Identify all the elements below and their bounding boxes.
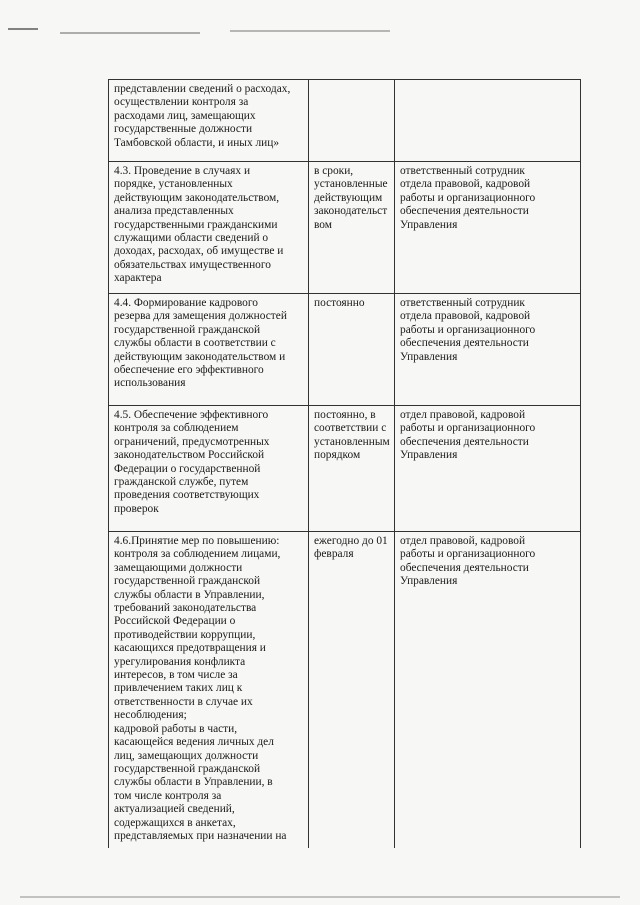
responsible-cell [395,532,581,849]
measure-cell [109,162,309,294]
table-row [109,406,581,532]
responsible-text: ответственный сотрудник отдела правовой, кадровой работы и организационного обеспечения деятельности Управления [400,165,536,231]
responsible-cell [395,294,581,406]
scan-artifact-top-left [8,28,38,30]
deadline-cell [309,162,395,294]
measure-cell [109,294,309,406]
table-row [109,294,581,406]
measure-text: 4.5. Обеспечение эффективного контроля за соблюдением ограничений, предусмотренных законодательством Российской Федерации о государственной гражданской службе, путем проведения соответствующих проверок [114,409,270,515]
scan-artifact-top-right [230,30,390,32]
measure-text: представлении сведений о расходах, осуществлении контроля за расходами лиц, замещающих государственные должности Тамбовской области, и иных лиц» [114,83,291,149]
deadline-text: в сроки, установленные действующим законодательст вом [314,165,388,231]
responsible-cell [395,406,581,532]
responsible-cell [395,162,581,294]
deadline-text: постоянно [314,297,365,309]
table-row [109,162,581,294]
responsible-text: отдел правовой, кадровой работы и организационного обеспечения деятельности Управления [400,409,536,462]
responsible-cell [395,80,581,162]
measure-cell [109,80,309,162]
measure-text: 4.3. Проведение в случаях и порядке, установленных действующим законодательством, анализа представленных государственными гражданскими служащими области сведений о доходах, расходах, об имуществе и обязательствах имущественного характера [114,165,284,285]
plan-table [108,79,581,848]
deadline-cell [309,294,395,406]
scan-artifact-bottom [20,896,620,898]
measure-cell [109,532,309,849]
table-row [109,532,581,849]
scan-artifact-top-center [60,32,200,34]
measure-text: 4.6.Принятие мер по повышению: контроля за соблюдением лицами, замещающими должности государственной гражданской службы области в Управлении, требований законодательства Российской Федерации о противодействии коррупции, касающихся предотвращения и урегулирования конфликта интересов, в том числе за привлечением таких лиц к ответственности в случае их несоблюдения; кадровой работы в части, касающейся ведения личных дел лиц, замещающих должности государственной гражданской службы области в Управлении, в том числе контроля за актуализацией сведений, содержащихся в анкетах, представляемых при назначении на [114,535,287,842]
deadline-text: постоянно, в соответствии с установленным порядком [314,409,390,462]
measure-cell [109,406,309,532]
deadline-cell [309,532,395,849]
deadline-cell [309,406,395,532]
measure-text: 4.4. Формирование кадрового резерва для замещения должностей государственной гражданской службы области в соответствии с действующим законодательством и обеспечение его эффективного использования [114,297,287,390]
deadline-text: ежегодно до 01 февраля [314,535,388,561]
table-row [109,80,581,162]
responsible-text: отдел правовой, кадровой работы и организационного обеспечения деятельности Управления [400,535,536,588]
deadline-cell [309,80,395,162]
responsible-text: ответственный сотрудник отдела правовой, кадровой работы и организационного обеспечения деятельности Управления [400,297,536,363]
